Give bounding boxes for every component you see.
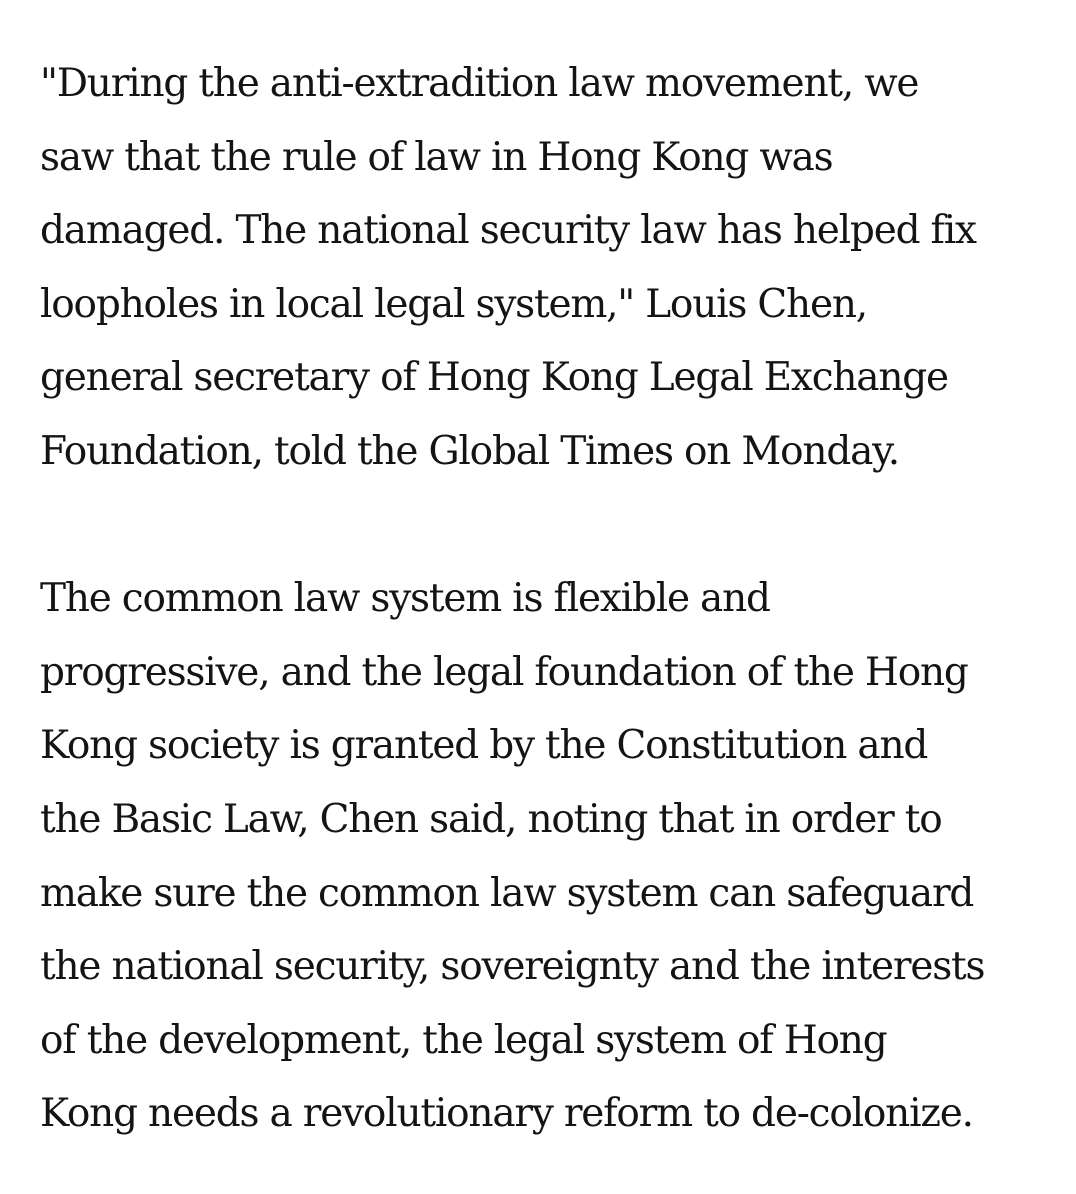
text-line: general secretary of Hong Kong Legal Exchange xyxy=(40,355,948,401)
text-line: the national security, sovereignty and the interests xyxy=(40,944,985,990)
text-line: Kong needs a revolutionary reform to de-colonize. xyxy=(40,1091,973,1137)
text-line: Foundation, told the Global Times on Monday. xyxy=(40,428,899,474)
text-line: progressive, and the legal foundation of the Hong xyxy=(40,649,968,695)
text-line: the Basic Law, Chen said, noting that in order to xyxy=(40,796,942,842)
text-line: The common law system is flexible and xyxy=(40,576,770,622)
text-line: make sure the common law system can safeguard xyxy=(40,870,974,916)
text-line: saw that the rule of law in Hong Kong was xyxy=(40,134,833,180)
article-body xyxy=(40,47,1050,1151)
paragraph xyxy=(40,47,1050,489)
paragraph xyxy=(40,562,1050,1151)
text-line: loopholes in local legal system," Louis Chen, xyxy=(40,281,867,327)
text-line: damaged. The national security law has helped fix xyxy=(40,208,976,254)
paragraph-spacer xyxy=(40,489,1050,563)
text-line: Kong society is granted by the Constitution and xyxy=(40,723,928,769)
text-line: of the development, the legal system of Hong xyxy=(40,1017,887,1063)
text-line: "During the anti-extradition law movement, we xyxy=(40,61,919,106)
